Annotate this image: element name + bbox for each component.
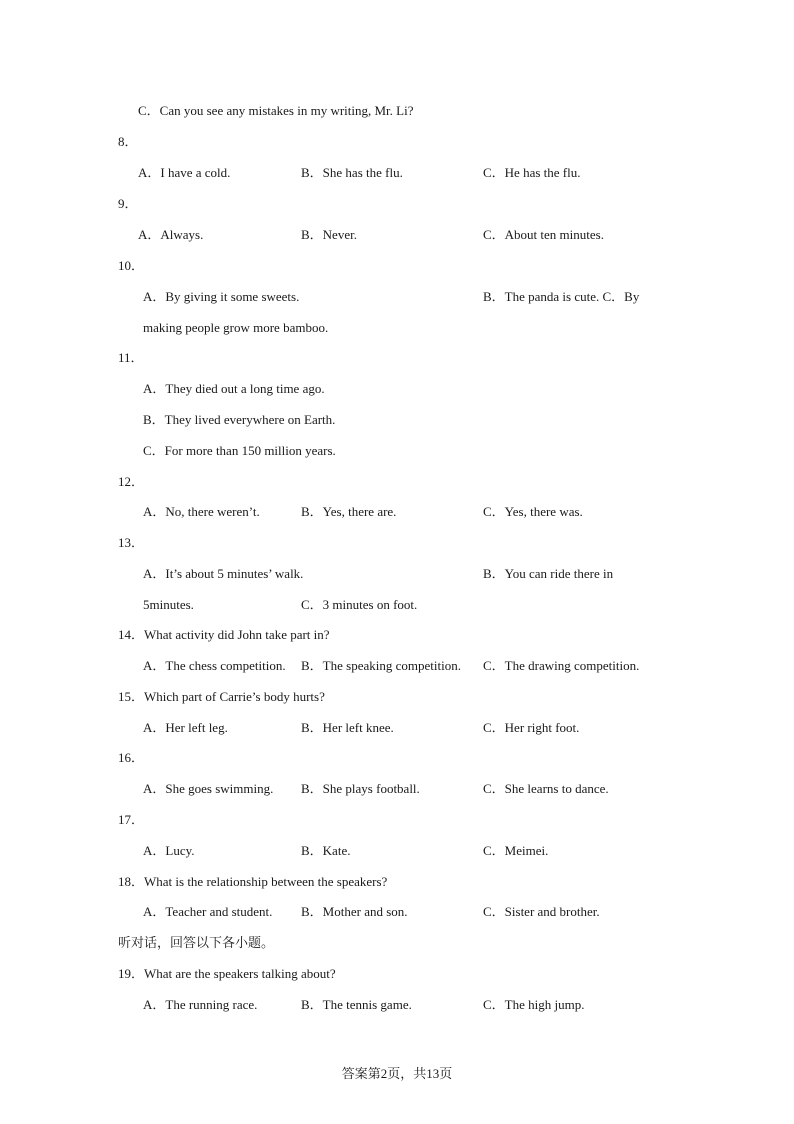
- q17-option-a: A．Lucy.: [143, 843, 195, 858]
- q11-number: 11．: [118, 350, 144, 365]
- q9-option-a: A．Always.: [138, 227, 204, 242]
- q14-option-b: B．The speaking competition.: [301, 658, 461, 673]
- q19-option-a: A．The running race.: [143, 997, 258, 1012]
- q15-stem: 15．Which part of Carrie’s body hurts?: [118, 689, 325, 704]
- q14-option-c: C．The drawing competition.: [483, 658, 640, 673]
- q9-option-c: C．About ten minutes.: [483, 227, 604, 242]
- q8-option-c: C．He has the flu.: [483, 165, 581, 180]
- q19-stem: 19．What are the speakers talking about?: [118, 966, 336, 981]
- q17-option-b: B．Kate.: [301, 843, 351, 858]
- q10-option-c-continued: making people grow more bamboo.: [143, 320, 329, 335]
- q15-option-c: C．Her right foot.: [483, 720, 580, 735]
- q7-option-c: C．Can you see any mistakes in my writing, Mr. Li?: [138, 103, 414, 118]
- q16-option-a: A．She goes swimming.: [143, 781, 274, 796]
- q16-number: 16．: [118, 750, 145, 765]
- q13-option-b-continued: 5minutes.: [143, 597, 194, 612]
- q19-option-c: C．The high jump.: [483, 997, 585, 1012]
- q18-stem: 18．What is the relationship between the speakers?: [118, 874, 388, 889]
- q13-number: 13．: [118, 535, 145, 550]
- q9-number: 9．: [118, 196, 138, 211]
- q18-option-b: B．Mother and son.: [301, 904, 408, 919]
- q8-option-b: B．She has the flu.: [301, 165, 403, 180]
- q11-option-b: B．They lived everywhere on Earth.: [143, 412, 336, 427]
- q13-option-c: C．3 minutes on foot.: [301, 597, 418, 612]
- q17-number: 17．: [118, 812, 145, 827]
- q12-option-c: C．Yes, there was.: [483, 504, 583, 519]
- q13-option-b: B．You can ride there in: [483, 566, 614, 581]
- q13-option-a: A．It’s about 5 minutes’ walk.: [143, 566, 304, 581]
- q15-option-a: A．Her left leg.: [143, 720, 228, 735]
- q19-option-b: B．The tennis game.: [301, 997, 412, 1012]
- page-footer: 答案第2页，共13页: [341, 1066, 453, 1081]
- q9-option-b: B．Never.: [301, 227, 357, 242]
- q17-option-c: C．Meimei.: [483, 843, 549, 858]
- q15-option-b: B．Her left knee.: [301, 720, 394, 735]
- q18-option-a: A．Teacher and student.: [143, 904, 273, 919]
- q12-number: 12．: [118, 474, 145, 489]
- q12-option-b: B．Yes, there are.: [301, 504, 397, 519]
- section-instruction: 听对话，回答以下各小题。: [118, 935, 275, 950]
- q12-option-a: A．No, there weren’t.: [143, 504, 260, 519]
- q18-option-c: C．Sister and brother.: [483, 904, 600, 919]
- q11-option-c: C．For more than 150 million years.: [143, 443, 336, 458]
- q11-option-a: A．They died out a long time ago.: [143, 381, 325, 396]
- q16-option-b: B．She plays football.: [301, 781, 420, 796]
- q10-option-b-c: B．The panda is cute. C．By: [483, 289, 640, 304]
- q8-number: 8．: [118, 134, 138, 149]
- q10-number: 10．: [118, 258, 145, 273]
- q16-option-c: C．She learns to dance.: [483, 781, 609, 796]
- q10-option-a: A．By giving it some sweets.: [143, 289, 300, 304]
- q14-option-a: A．The chess competition.: [143, 658, 286, 673]
- q8-option-a: A．I have a cold.: [138, 165, 231, 180]
- q14-stem: 14．What activity did John take part in?: [118, 627, 330, 642]
